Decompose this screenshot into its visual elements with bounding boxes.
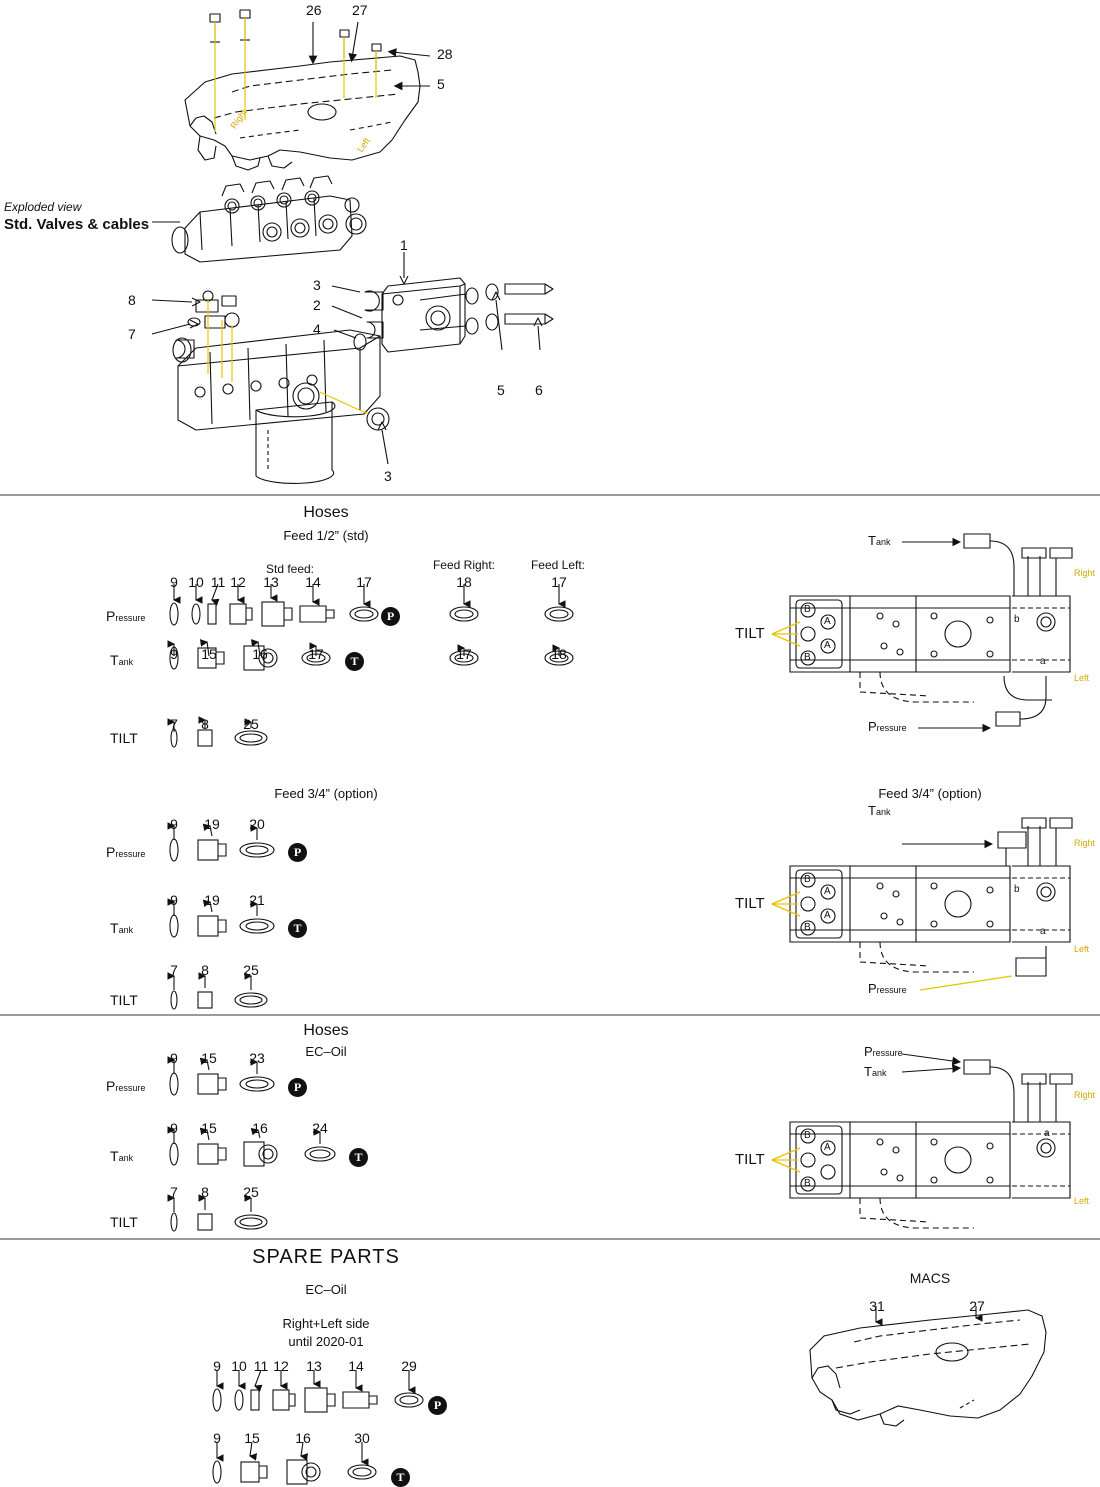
part-number-11-p: 11 (210, 574, 226, 590)
hoses-title: Hoses (303, 504, 349, 521)
sp-part-number-15-t: 15 (244, 1430, 260, 1446)
callout-27: 27 (352, 2, 368, 18)
sp-part-number-9-p: 9 (213, 1358, 221, 1374)
diagram-label-pressure-34 (868, 981, 907, 996)
diagram-tank-34-main: T (868, 803, 876, 818)
row-label-tank-ecoil-sub: ank (118, 1153, 134, 1163)
label-right-side: Right (228, 107, 249, 131)
hoses-subtitle: Feed 1/2” (std) (283, 528, 369, 543)
row-label-tank-34-main: T (110, 920, 119, 936)
part-number-18-right-p: 18 (456, 574, 472, 590)
port-badge-t-ecoil: T (349, 1148, 368, 1167)
part-number-9-p-ecoil: 9 (170, 1050, 178, 1066)
col-header-std-feed: Std feed: (265, 562, 315, 576)
callout-2: 2 (313, 297, 321, 313)
spare-parts-subtitle: EC–Oil (305, 1282, 347, 1297)
callout-28: 28 (437, 46, 453, 62)
callout-26: 26 (306, 2, 322, 18)
sp-part-number-14-p: 14 (348, 1358, 364, 1374)
part-number-19-p34: 19 (204, 816, 220, 832)
section-hoses-ecoil (0, 1016, 1100, 1238)
part-number-14-p: 14 (305, 574, 321, 590)
diagram-port-b-std: b (1014, 614, 1020, 625)
sp-part-number-10-p: 10 (231, 1358, 247, 1374)
diagram-label-tank-std (868, 533, 890, 548)
part-number-16-t: 16 (252, 646, 268, 662)
diagram-pressure-34-sub: ressure (876, 985, 907, 995)
part-number-23-p-ecoil: 23 (249, 1050, 265, 1066)
part-number-10-p: 10 (188, 574, 204, 590)
diagram-label-left-std: Left (1074, 673, 1090, 683)
section-hoses (0, 496, 1100, 1016)
part-number-8-tilt-ecoil: 8 (201, 1184, 209, 1200)
spare-parts-side-note-2: until 2020-01 (288, 1334, 364, 1349)
spare-parts-title: SPARE PARTS (252, 1246, 400, 1268)
hoses-ecoil-title: Hoses (303, 1022, 349, 1039)
hoses-34-subtitle: Feed 3/4” (option) (274, 786, 378, 801)
port-badge-t-std: T (345, 652, 364, 671)
section-exploded-view (0, 0, 1100, 495)
diagram-pressure-main: P (868, 719, 877, 734)
caption-exploded-view: Exploded view (4, 200, 82, 214)
sp-part-number-29-p: 29 (401, 1358, 417, 1374)
diagram-label-tank-ecoil (864, 1064, 886, 1079)
part-number-24-t-ecoil: 24 (312, 1120, 328, 1136)
callout-7: 7 (128, 326, 136, 342)
col-header-feed-left: Feed Left: (530, 558, 586, 572)
part-number-17-t: 17 (308, 646, 324, 662)
hoses-ecoil-drawing (0, 1016, 1100, 1238)
hoses-std-assembly-diagram (0, 496, 1100, 1016)
part-number-15-t: 15 (201, 646, 217, 662)
part-number-13-p: 13 (263, 574, 279, 590)
row-label-pressure-ecoil-sub: ressure (115, 1083, 146, 1093)
row-label-tank-34-sub: ank (118, 925, 134, 935)
diagram-port-a-std: a (1040, 656, 1046, 667)
row-label-pressure-main: P (106, 608, 116, 624)
row-label-pressure-34-main: P (106, 844, 116, 860)
macs-title: MACS (909, 1270, 951, 1286)
diagram-pressure-34-main: P (868, 981, 877, 996)
part-number-7-tilt34: 7 (170, 962, 178, 978)
diagram-ab-b1-ecoil: B (804, 1130, 811, 1141)
diagram-label-tilt-std: TILT (735, 625, 765, 642)
sp-part-number-16-t: 16 (295, 1430, 311, 1446)
part-number-9-p34: 9 (170, 816, 178, 832)
sp-part-number-12-p: 12 (273, 1358, 289, 1374)
diagram-label-tilt-ecoil: TILT (735, 1151, 765, 1168)
diagram-port-b-34: b (1014, 884, 1020, 895)
diagram-pressure-sub: ressure (876, 723, 907, 733)
part-number-12-p: 12 (230, 574, 246, 590)
part-number-21-t34: 21 (249, 892, 265, 908)
callout-5-cover: 5 (437, 76, 445, 92)
col-header-feed-right: Feed Right: (432, 558, 496, 572)
port-badge-p-std: P (381, 607, 400, 626)
part-number-9-t: 9 (170, 646, 178, 662)
port-badge-t-34: T (288, 919, 307, 938)
diagram-ab-a1-34: A (824, 886, 831, 897)
part-number-9-p: 9 (170, 574, 178, 590)
part-number-16-t-ecoil: 16 (252, 1120, 268, 1136)
diagram-ab-b2-ecoil: B (804, 1178, 811, 1189)
diagram-ab-a1-std: A (824, 616, 831, 627)
part-number-17-left-p: 17 (551, 574, 567, 590)
diagram-port-a-ecoil: a (1044, 1128, 1050, 1139)
callout-4: 4 (313, 321, 321, 337)
diagram-ab-a2-34: A (824, 910, 831, 921)
diagram-label-pressure-std (868, 719, 907, 734)
part-number-7-tilt: 7 (170, 716, 178, 732)
diagram-ab-b1-34: B (804, 874, 811, 885)
part-number-25-tilt: 25 (243, 716, 259, 732)
part-number-8-tilt34: 8 (201, 962, 209, 978)
row-label-tank-ecoil-main: T (110, 1148, 119, 1164)
part-number-8-tilt: 8 (201, 716, 209, 732)
diagram-port-a-34: a (1040, 926, 1046, 937)
diagram-title-34: Feed 3/4” (option) (878, 786, 982, 801)
sp-port-badge-t: T (391, 1468, 410, 1487)
diagram-ab-b1-std: B (804, 604, 811, 615)
part-number-17-right-t: 17 (456, 646, 472, 662)
diagram-ab-b2-34: B (804, 922, 811, 933)
callout-8: 8 (128, 292, 136, 308)
exploded-view-drawing (0, 0, 1100, 495)
diagram-tank-sub: ank (875, 537, 891, 547)
part-number-25-tilt34: 25 (243, 962, 259, 978)
diagram-label-right-std: Right (1074, 568, 1096, 578)
part-number-9-t-ecoil: 9 (170, 1120, 178, 1136)
diagram-label-right-34: Right (1074, 838, 1096, 848)
hoses-ecoil-subtitle: EC–Oil (305, 1044, 347, 1059)
diagram-label-tilt-34: TILT (735, 895, 765, 912)
row-label-tilt-std: TILT (110, 730, 138, 746)
part-number-18-left-t: 18 (551, 646, 567, 662)
callout-3-bottom: 3 (384, 468, 392, 484)
sp-part-number-11-p: 11 (253, 1358, 269, 1374)
part-number-7-tilt-ecoil: 7 (170, 1184, 178, 1200)
diagram-tank-main: T (868, 533, 876, 548)
diagram-tank-ecoil-main: T (864, 1064, 872, 1079)
part-number-9-t34: 9 (170, 892, 178, 908)
diagram-tank-34-sub: ank (875, 807, 891, 817)
diagram-tank-ecoil-sub: ank (871, 1068, 887, 1078)
diagram-pressure-ecoil-sub: ressure (872, 1048, 903, 1058)
diagram-pressure-ecoil-main: P (864, 1044, 873, 1059)
part-number-20-p34: 20 (249, 816, 265, 832)
macs-callout-31: 31 (869, 1298, 885, 1314)
part-number-19-t34: 19 (204, 892, 220, 908)
sp-part-number-13-p: 13 (306, 1358, 322, 1374)
label-left-side: Left (355, 135, 372, 155)
callout-5-bolt: 5 (497, 382, 505, 398)
row-label-tank-sub: ank (118, 657, 134, 667)
diagram-label-left-ecoil: Left (1074, 1196, 1090, 1206)
sp-part-number-30-t: 30 (354, 1430, 370, 1446)
diagram-ab-a1-ecoil: A (824, 1142, 831, 1153)
part-number-25-tilt-ecoil: 25 (243, 1184, 259, 1200)
spare-parts-drawing (0, 1240, 1100, 1485)
callout-3-top: 3 (313, 277, 321, 293)
diagram-label-tank-34 (868, 803, 890, 818)
row-label-tilt-ecoil: TILT (110, 1214, 138, 1230)
sp-part-number-9-t: 9 (213, 1430, 221, 1446)
diagram-label-right-ecoil: Right (1074, 1090, 1096, 1100)
part-number-15-p-ecoil: 15 (201, 1050, 217, 1066)
row-label-pressure-sub: ressure (115, 613, 146, 623)
row-label-pressure-ecoil-main: P (106, 1078, 116, 1094)
part-number-17-p: 17 (356, 574, 372, 590)
diagram-label-pressure-ecoil (864, 1044, 903, 1059)
row-label-tank-main: T (110, 652, 119, 668)
diagram-ab-b2-std: B (804, 652, 811, 663)
row-label-pressure-34-sub: ressure (115, 849, 146, 859)
section-spare-parts (0, 1240, 1100, 1485)
diagram-ab-a2-std: A (824, 640, 831, 651)
spare-parts-side-note-1: Right+Left side (282, 1316, 370, 1331)
diagram-label-left-34: Left (1074, 944, 1090, 954)
row-label-tilt-34: TILT (110, 992, 138, 1008)
sp-port-badge-p: P (428, 1396, 447, 1415)
port-badge-p-ecoil: P (288, 1078, 307, 1097)
caption-std-valves-cables: Std. Valves & cables (4, 216, 150, 233)
macs-callout-27: 27 (969, 1298, 985, 1314)
part-number-15-t-ecoil: 15 (201, 1120, 217, 1136)
callout-1: 1 (400, 237, 408, 253)
callout-6: 6 (535, 382, 543, 398)
port-badge-p-34: P (288, 843, 307, 862)
